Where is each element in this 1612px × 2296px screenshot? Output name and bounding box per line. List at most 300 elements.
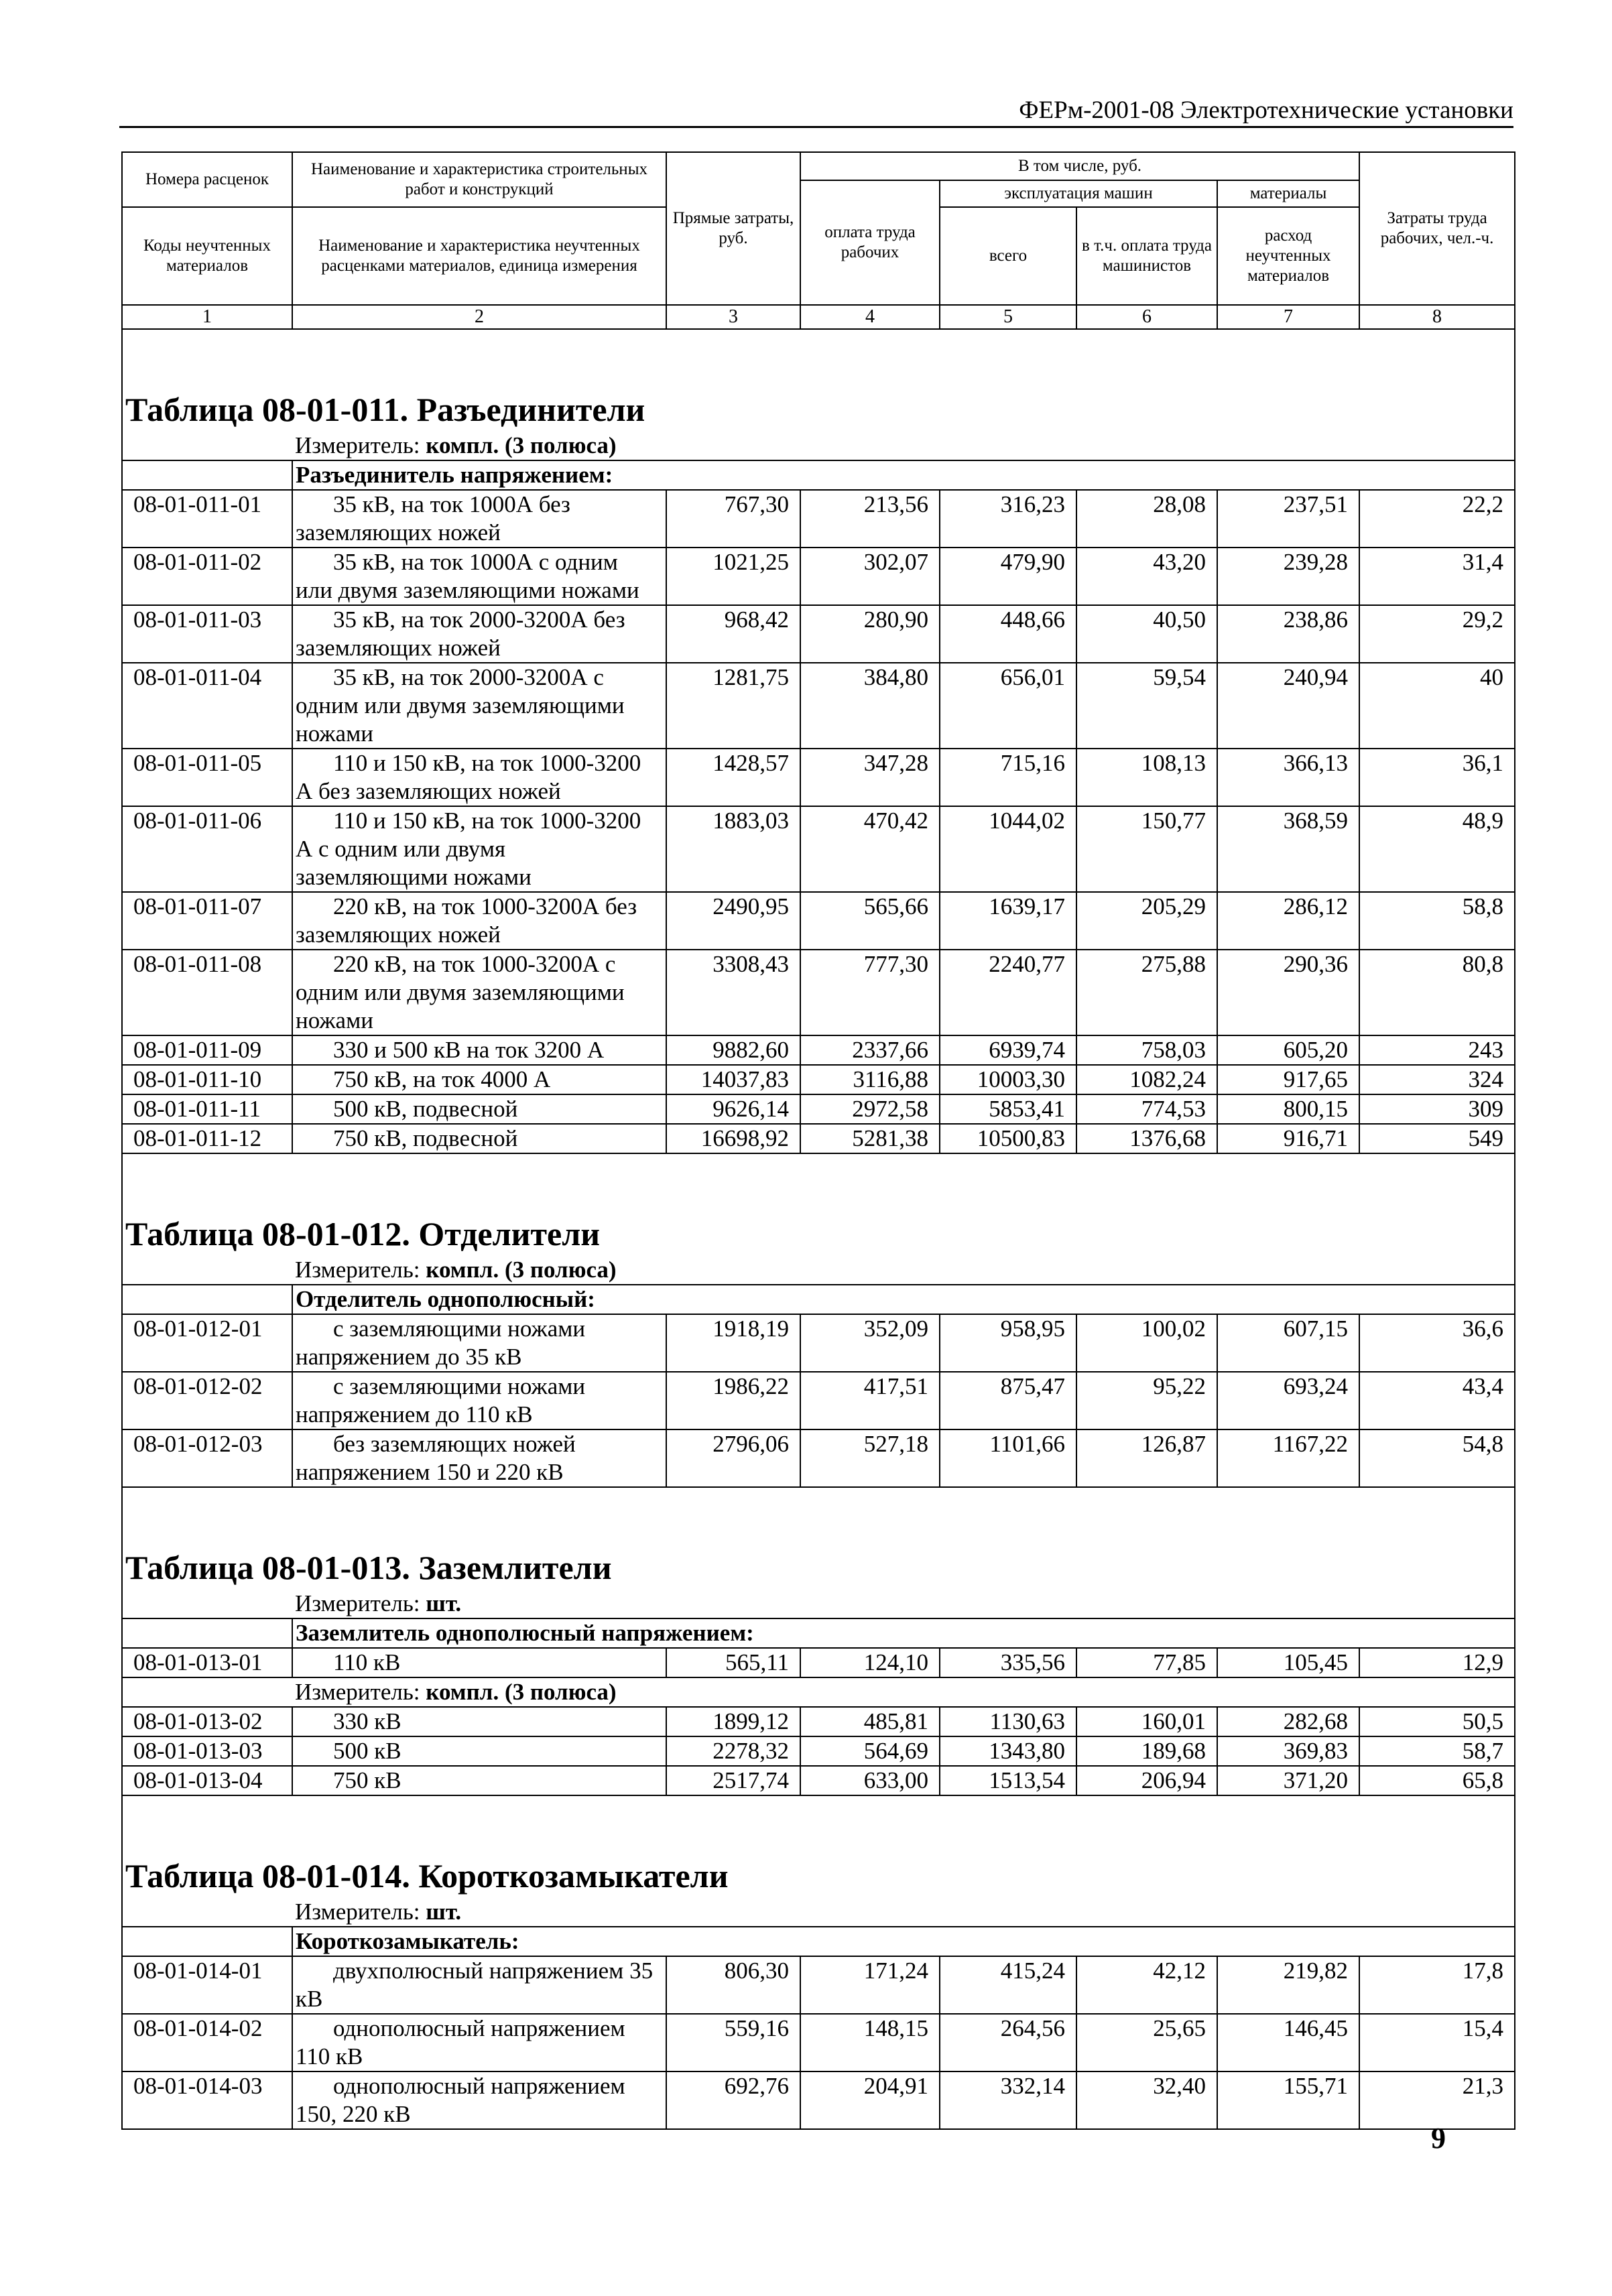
row-labor-hours: 15,4 — [1359, 2014, 1515, 2071]
row-machinist-wages: 59,54 — [1076, 663, 1217, 749]
row-labor-hours: 58,8 — [1359, 892, 1515, 950]
row-worker-wages: 633,00 — [800, 1766, 940, 1795]
row-unaccounted-materials: 237,51 — [1217, 490, 1359, 548]
row-description — [292, 605, 666, 663]
row-description — [292, 1094, 666, 1124]
row-machines-total: 1513,54 — [940, 1766, 1076, 1795]
table-row — [122, 1314, 1515, 1372]
row-machines-total: 715,16 — [940, 749, 1076, 806]
row-unaccounted-materials: 916,71 — [1217, 1124, 1359, 1153]
row-machinist-wages: 206,94 — [1076, 1766, 1217, 1795]
row-direct-costs: 1918,19 — [666, 1314, 800, 1372]
row-description — [292, 548, 666, 605]
group-label: Короткозамыкатель: — [292, 1927, 1515, 1956]
row-description-first: 35 кВ, на ток 2000-3200А без — [333, 607, 625, 633]
row-description — [292, 1065, 666, 1094]
row-machines-total: 1130,63 — [940, 1707, 1076, 1736]
col-number: 6 — [1076, 305, 1217, 329]
meter-row — [122, 1590, 1515, 1618]
row-code: 08-01-011-10 — [122, 1065, 292, 1094]
row-code: 08-01-012-02 — [122, 1372, 292, 1429]
group-label: Отделитель однополюсный: — [292, 1285, 1515, 1314]
row-machines-total: 1044,02 — [940, 806, 1076, 892]
row-unaccounted-materials: 146,45 — [1217, 2014, 1359, 2071]
row-direct-costs: 9882,60 — [666, 1035, 800, 1065]
row-worker-wages: 384,80 — [800, 663, 940, 749]
row-description-first: с заземляющими ножами — [333, 1373, 586, 1399]
row-direct-costs: 2278,32 — [666, 1736, 800, 1766]
group-spacer — [122, 1927, 292, 1956]
row-machines-total: 332,14 — [940, 2071, 1076, 2129]
row-code: 08-01-012-01 — [122, 1314, 292, 1372]
row-description-first: 500 кВ, подвесной — [333, 1096, 518, 1122]
row-direct-costs: 1281,75 — [666, 663, 800, 749]
row-description-first: 35 кВ, на ток 1000А с одним — [333, 549, 618, 575]
row-worker-wages: 5281,38 — [800, 1124, 940, 1153]
row-description-rest: заземляющих ножей — [296, 921, 501, 948]
row-code: 08-01-013-04 — [122, 1766, 292, 1795]
row-description — [292, 663, 666, 749]
table-row — [122, 1372, 1515, 1429]
row-description-first: однополюсный напряжением — [333, 2073, 625, 2099]
row-labor-hours: 50,5 — [1359, 1707, 1515, 1736]
row-code: 08-01-013-01 — [122, 1648, 292, 1677]
row-code: 08-01-011-12 — [122, 1124, 292, 1153]
col7-header: расход неучтенных материалов — [1217, 207, 1359, 305]
row-worker-wages: 470,42 — [800, 806, 940, 892]
col-number: 1 — [122, 305, 292, 329]
row-worker-wages: 280,90 — [800, 605, 940, 663]
meter-cell — [292, 1256, 1515, 1285]
row-direct-costs: 559,16 — [666, 2014, 800, 2071]
row-description — [292, 1707, 666, 1736]
row-labor-hours: 36,1 — [1359, 749, 1515, 806]
table-row — [122, 1035, 1515, 1065]
document-header — [119, 95, 1513, 128]
row-description-first: 500 кВ — [333, 1738, 401, 1764]
machines-header: эксплуатация машин — [940, 180, 1217, 207]
row-unaccounted-materials: 290,36 — [1217, 950, 1359, 1035]
page-number: 9 — [1431, 2122, 1446, 2155]
row-worker-wages: 204,91 — [800, 2071, 940, 2129]
row-labor-hours: 65,8 — [1359, 1766, 1515, 1795]
row-unaccounted-materials: 605,20 — [1217, 1035, 1359, 1065]
row-machinist-wages: 150,77 — [1076, 806, 1217, 892]
row-labor-hours: 29,2 — [1359, 605, 1515, 663]
row-labor-hours: 324 — [1359, 1065, 1515, 1094]
table-row — [122, 490, 1515, 548]
row-description — [292, 1736, 666, 1766]
table-row — [122, 2071, 1515, 2129]
row-machinist-wages: 77,85 — [1076, 1648, 1217, 1677]
row-unaccounted-materials: 368,59 — [1217, 806, 1359, 892]
col2-bottom-header: Наименование и характеристика неучтенных расценками материалов, единица измерения — [292, 207, 666, 305]
row-worker-wages: 485,81 — [800, 1707, 940, 1736]
row-code: 08-01-011-03 — [122, 605, 292, 663]
row-description-first: 750 кВ, на ток 4000 А — [333, 1066, 551, 1092]
row-code: 08-01-011-04 — [122, 663, 292, 749]
col6-header: в т.ч. оплата труда машинистов — [1076, 207, 1217, 305]
row-description — [292, 1372, 666, 1429]
row-worker-wages: 527,18 — [800, 1429, 940, 1487]
row-description-rest: 35 кВ — [296, 1958, 654, 2012]
col2-top-header: Наименование и характеристика строительных работ и конструкций — [292, 152, 666, 207]
row-machinist-wages: 32,40 — [1076, 2071, 1217, 2129]
row-code: 08-01-011-07 — [122, 892, 292, 950]
row-unaccounted-materials: 286,12 — [1217, 892, 1359, 950]
table-row — [122, 1429, 1515, 1487]
group-row — [122, 1927, 1515, 1956]
group-row — [122, 1285, 1515, 1314]
meter-label: Измеритель: — [295, 1590, 420, 1616]
table-row — [122, 663, 1515, 749]
row-machinist-wages: 43,20 — [1076, 548, 1217, 605]
including-header: В том числе, руб. — [800, 152, 1359, 180]
row-description-first: 110 и 150 кВ, на ток 1000-3200 — [333, 750, 641, 776]
row-description-rest: А с одним или двумя заземляющими ножами — [296, 836, 532, 890]
row-description-first: однополюсный напряжением — [333, 2015, 625, 2041]
row-machinist-wages: 205,29 — [1076, 892, 1217, 950]
row-description — [292, 1766, 666, 1795]
meter-cell — [292, 1590, 1515, 1618]
row-direct-costs: 1428,57 — [666, 749, 800, 806]
row-code: 08-01-014-01 — [122, 1956, 292, 2014]
row-worker-wages: 777,30 — [800, 950, 940, 1035]
row-worker-wages: 171,24 — [800, 1956, 940, 2014]
row-description-rest: напряжением до 35 кВ — [296, 1344, 522, 1370]
row-direct-costs: 9626,14 — [666, 1094, 800, 1124]
row-description-rest: 150, 220 кВ — [296, 2101, 411, 2127]
row-description — [292, 1956, 666, 2014]
meter-cell — [292, 1677, 1515, 1707]
table-row — [122, 806, 1515, 892]
row-description-first: без заземляющих ножей — [333, 1431, 576, 1457]
row-machinist-wages: 100,02 — [1076, 1314, 1217, 1372]
meter-row — [122, 432, 1515, 460]
row-worker-wages: 213,56 — [800, 490, 940, 548]
row-machinist-wages: 28,08 — [1076, 490, 1217, 548]
row-description-rest: 110 кВ — [296, 2043, 363, 2069]
row-unaccounted-materials: 240,94 — [1217, 663, 1359, 749]
row-code: 08-01-011-06 — [122, 806, 292, 892]
row-labor-hours: 549 — [1359, 1124, 1515, 1153]
row-unaccounted-materials: 371,20 — [1217, 1766, 1359, 1795]
row-description-first: 220 кВ, на ток 1000-3200А с — [333, 951, 616, 977]
row-machinist-wages: 108,13 — [1076, 749, 1217, 806]
meter-value: компл. (3 полюса) — [426, 1679, 617, 1705]
row-machinist-wages: 1082,24 — [1076, 1065, 1217, 1094]
meter-row — [122, 1898, 1515, 1927]
row-description-rest: заземляющих ножей — [296, 519, 501, 546]
row-machinist-wages: 275,88 — [1076, 950, 1217, 1035]
row-description — [292, 1124, 666, 1153]
meter-label: Измеритель: — [295, 1899, 420, 1925]
row-description-first: двухполюсный напряжением — [333, 1958, 624, 1984]
table-row — [122, 1065, 1515, 1094]
row-unaccounted-materials: 155,71 — [1217, 2071, 1359, 2129]
group-spacer — [122, 1618, 292, 1648]
row-code: 08-01-011-01 — [122, 490, 292, 548]
meter-value: компл. (3 полюса) — [426, 1257, 617, 1283]
row-code: 08-01-014-03 — [122, 2071, 292, 2129]
row-machines-total: 1101,66 — [940, 1429, 1076, 1487]
meter-spacer — [122, 1590, 292, 1618]
row-unaccounted-materials: 105,45 — [1217, 1648, 1359, 1677]
row-unaccounted-materials: 1167,22 — [1217, 1429, 1359, 1487]
row-machines-total: 958,95 — [940, 1314, 1076, 1372]
meter-cell — [292, 1898, 1515, 1927]
row-direct-costs: 968,42 — [666, 605, 800, 663]
group-spacer — [122, 1285, 292, 1314]
row-machines-total: 479,90 — [940, 548, 1076, 605]
row-description-first: 35 кВ, на ток 2000-3200А с — [333, 664, 604, 690]
table-row — [122, 1736, 1515, 1766]
meter-value: шт. — [426, 1590, 462, 1616]
row-description-first: 220 кВ, на ток 1000-3200А без — [333, 893, 637, 919]
row-description — [292, 749, 666, 806]
table-row — [122, 2014, 1515, 2071]
row-code: 08-01-011-08 — [122, 950, 292, 1035]
row-machines-total: 10003,30 — [940, 1065, 1076, 1094]
row-machines-total: 656,01 — [940, 663, 1076, 749]
row-machines-total: 5853,41 — [940, 1094, 1076, 1124]
col-number: 8 — [1359, 305, 1515, 329]
row-machines-total: 10500,83 — [940, 1124, 1076, 1153]
row-worker-wages: 564,69 — [800, 1736, 940, 1766]
row-unaccounted-materials: 282,68 — [1217, 1707, 1359, 1736]
meter-label: Измеритель: — [295, 1257, 420, 1283]
row-direct-costs: 565,11 — [666, 1648, 800, 1677]
table-row — [122, 1648, 1515, 1677]
row-description-rest: заземляющих ножей — [296, 635, 501, 661]
row-direct-costs: 2517,74 — [666, 1766, 800, 1795]
table-title: Таблица 08-01-013. Заземлители — [122, 1487, 1515, 1590]
row-description — [292, 892, 666, 950]
row-description-rest: или двумя заземляющими ножами — [296, 577, 639, 603]
table-title-row — [122, 329, 1515, 432]
row-machines-total: 2240,77 — [940, 950, 1076, 1035]
row-machinist-wages: 758,03 — [1076, 1035, 1217, 1065]
table-body — [122, 329, 1515, 2129]
row-machines-total: 875,47 — [940, 1372, 1076, 1429]
row-machines-total: 415,24 — [940, 1956, 1076, 2014]
row-machinist-wages: 160,01 — [1076, 1707, 1217, 1736]
row-machines-total: 1639,17 — [940, 892, 1076, 950]
row-labor-hours: 12,9 — [1359, 1648, 1515, 1677]
table-row — [122, 1094, 1515, 1124]
row-description-rest: А без заземляющих ножей — [296, 778, 561, 804]
row-machinist-wages: 40,50 — [1076, 605, 1217, 663]
meter-cell — [292, 432, 1515, 460]
row-unaccounted-materials: 607,15 — [1217, 1314, 1359, 1372]
table-title: Таблица 08-01-011. Разъединители — [122, 329, 1515, 432]
group-label: Заземлитель однополюсный напряжением: — [292, 1618, 1515, 1648]
row-worker-wages: 352,09 — [800, 1314, 940, 1372]
row-machinist-wages: 95,22 — [1076, 1372, 1217, 1429]
col5-header: всего — [940, 207, 1076, 305]
row-code: 08-01-012-03 — [122, 1429, 292, 1487]
row-description — [292, 1429, 666, 1487]
group-row — [122, 460, 1515, 490]
row-machinist-wages: 1376,68 — [1076, 1124, 1217, 1153]
table-row — [122, 1956, 1515, 2014]
row-labor-hours: 54,8 — [1359, 1429, 1515, 1487]
row-labor-hours: 36,6 — [1359, 1314, 1515, 1372]
row-unaccounted-materials: 239,28 — [1217, 548, 1359, 605]
meter-spacer — [122, 1677, 292, 1707]
row-description — [292, 806, 666, 892]
row-description-rest: одним или двумя заземляющими ножами — [296, 692, 625, 747]
row-description-first: 750 кВ — [333, 1767, 401, 1793]
row-direct-costs: 1899,12 — [666, 1707, 800, 1736]
meter-row — [122, 1256, 1515, 1285]
group-label: Разъединитель напряжением: — [292, 460, 1515, 490]
row-description — [292, 2071, 666, 2129]
row-description-first: 330 кВ — [333, 1708, 401, 1734]
table-row — [122, 749, 1515, 806]
row-unaccounted-materials: 693,24 — [1217, 1372, 1359, 1429]
row-description — [292, 2014, 666, 2071]
row-labor-hours: 31,4 — [1359, 548, 1515, 605]
row-unaccounted-materials: 369,83 — [1217, 1736, 1359, 1766]
row-labor-hours: 21,3 — [1359, 2071, 1515, 2129]
meter-spacer — [122, 432, 292, 460]
row-description — [292, 1648, 666, 1677]
document-title: ФЕРм-2001-08 Электротехнические установки — [1019, 97, 1513, 124]
row-machines-total: 1343,80 — [940, 1736, 1076, 1766]
row-direct-costs: 692,76 — [666, 2071, 800, 2129]
row-direct-costs: 14037,83 — [666, 1065, 800, 1094]
row-machines-total: 264,56 — [940, 2014, 1076, 2071]
meter-spacer — [122, 1256, 292, 1285]
table-row — [122, 1766, 1515, 1795]
col1-bottom-header: Коды неучтенных материалов — [122, 207, 292, 305]
row-labor-hours: 40 — [1359, 663, 1515, 749]
col-number: 5 — [940, 305, 1076, 329]
row-description — [292, 1035, 666, 1065]
row-machinist-wages: 774,53 — [1076, 1094, 1217, 1124]
col8-header: Затраты труда рабочих, чел.-ч. — [1359, 152, 1515, 305]
meter-label: Измеритель: — [295, 432, 420, 458]
row-description-first: 750 кВ, подвесной — [333, 1125, 518, 1151]
row-direct-costs: 3308,43 — [666, 950, 800, 1035]
col-number: 4 — [800, 305, 940, 329]
row-description-first: с заземляющими ножами — [333, 1316, 586, 1342]
row-worker-wages: 417,51 — [800, 1372, 940, 1429]
row-code: 08-01-011-02 — [122, 548, 292, 605]
row-direct-costs: 1021,25 — [666, 548, 800, 605]
table-title: Таблица 08-01-014. Короткозамыкатели — [122, 1795, 1515, 1898]
row-description — [292, 950, 666, 1035]
row-code: 08-01-011-09 — [122, 1035, 292, 1065]
row-worker-wages: 2337,66 — [800, 1035, 940, 1065]
row-labor-hours: 58,7 — [1359, 1736, 1515, 1766]
table-title: Таблица 08-01-012. Отделители — [122, 1153, 1515, 1256]
row-direct-costs: 1883,03 — [666, 806, 800, 892]
row-description-rest: напряжением 150 и 220 кВ — [296, 1459, 564, 1485]
col4-header: оплата труда рабочих — [800, 180, 940, 305]
materials-header: материалы — [1217, 180, 1359, 207]
group-row — [122, 1618, 1515, 1648]
price-table — [121, 151, 1515, 2130]
col-number: 7 — [1217, 305, 1359, 329]
row-unaccounted-materials: 917,65 — [1217, 1065, 1359, 1094]
row-direct-costs: 1986,22 — [666, 1372, 800, 1429]
meter-value: шт. — [426, 1899, 462, 1925]
row-code: 08-01-014-02 — [122, 2014, 292, 2071]
row-worker-wages: 302,07 — [800, 548, 940, 605]
table-row — [122, 605, 1515, 663]
row-direct-costs: 806,30 — [666, 1956, 800, 2014]
meter-label: Измеритель: — [295, 1679, 420, 1705]
row-unaccounted-materials: 219,82 — [1217, 1956, 1359, 2014]
row-direct-costs: 2490,95 — [666, 892, 800, 950]
row-worker-wages: 565,66 — [800, 892, 940, 950]
row-machines-total: 448,66 — [940, 605, 1076, 663]
row-machinist-wages: 126,87 — [1076, 1429, 1217, 1487]
group-spacer — [122, 460, 292, 490]
row-description-first: 110 кВ — [333, 1649, 401, 1675]
table-title-row — [122, 1795, 1515, 1898]
row-direct-costs: 16698,92 — [666, 1124, 800, 1153]
row-description — [292, 490, 666, 548]
row-machinist-wages: 42,12 — [1076, 1956, 1217, 2014]
table-row — [122, 1707, 1515, 1736]
row-code: 08-01-011-05 — [122, 749, 292, 806]
row-machines-total: 6939,74 — [940, 1035, 1076, 1065]
row-labor-hours: 43,4 — [1359, 1372, 1515, 1429]
row-labor-hours: 48,9 — [1359, 806, 1515, 892]
row-code: 08-01-011-11 — [122, 1094, 292, 1124]
row-machinist-wages: 25,65 — [1076, 2014, 1217, 2071]
table-row — [122, 548, 1515, 605]
col1-top-header: Номера расценок — [122, 152, 292, 207]
row-machinist-wages: 189,68 — [1076, 1736, 1217, 1766]
row-description — [292, 1314, 666, 1372]
row-worker-wages: 347,28 — [800, 749, 940, 806]
table-row — [122, 892, 1515, 950]
table-title-row — [122, 1487, 1515, 1590]
col3-header: Прямые затраты, руб. — [666, 152, 800, 305]
row-labor-hours: 243 — [1359, 1035, 1515, 1065]
table-row — [122, 1124, 1515, 1153]
row-machines-total: 335,56 — [940, 1648, 1076, 1677]
row-labor-hours: 80,8 — [1359, 950, 1515, 1035]
meter-spacer — [122, 1898, 292, 1927]
row-unaccounted-materials: 238,86 — [1217, 605, 1359, 663]
table-row — [122, 950, 1515, 1035]
row-description-first: 35 кВ, на ток 1000А без — [333, 491, 570, 517]
col-number: 2 — [292, 305, 666, 329]
row-description-rest: напряжением до 110 кВ — [296, 1401, 533, 1427]
row-description-first: 110 и 150 кВ, на ток 1000-3200 — [333, 808, 641, 834]
table-title-row — [122, 1153, 1515, 1256]
row-description-first: 330 и 500 кВ на ток 3200 А — [333, 1037, 605, 1063]
col-number: 3 — [666, 305, 800, 329]
row-labor-hours: 22,2 — [1359, 490, 1515, 548]
row-unaccounted-materials: 366,13 — [1217, 749, 1359, 806]
row-worker-wages: 124,10 — [800, 1648, 940, 1677]
row-code: 08-01-013-02 — [122, 1707, 292, 1736]
row-description-rest: одним или двумя заземляющими ножами — [296, 979, 625, 1033]
row-labor-hours: 17,8 — [1359, 1956, 1515, 2014]
meter-row — [122, 1677, 1515, 1707]
row-direct-costs: 2796,06 — [666, 1429, 800, 1487]
row-direct-costs: 767,30 — [666, 490, 800, 548]
row-code: 08-01-013-03 — [122, 1736, 292, 1766]
meter-value: компл. (3 полюса) — [426, 432, 617, 458]
table-header — [122, 152, 1515, 329]
